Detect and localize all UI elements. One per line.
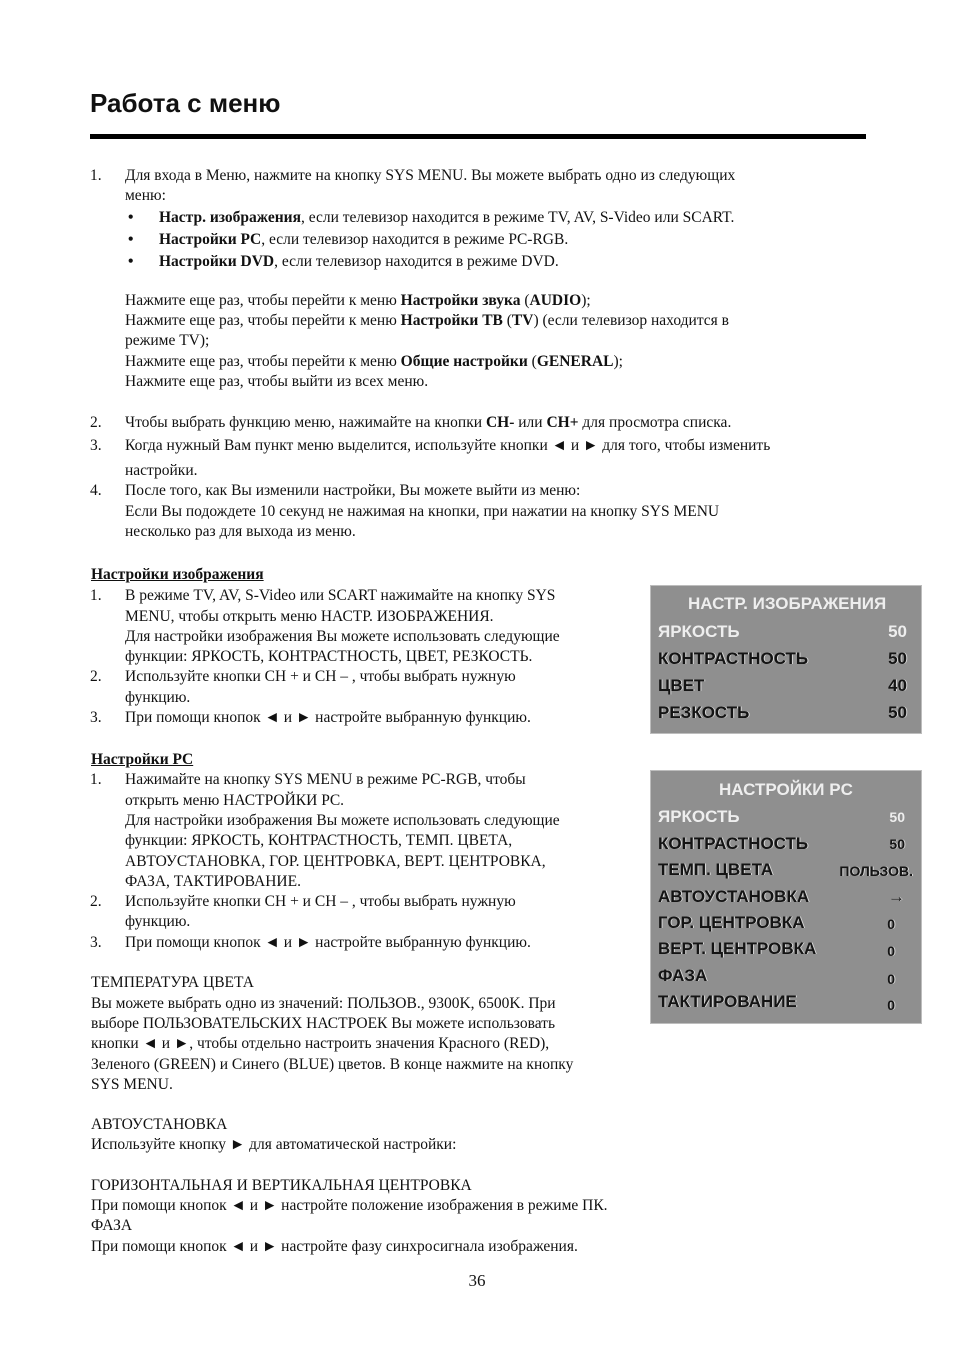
bullet-mark: • xyxy=(128,209,134,226)
color-temp-line5: SYS MENU. xyxy=(91,1076,173,1093)
intro-step4-line3: несколько раз для выхода из меню. xyxy=(125,523,356,540)
phase-heading: ФАЗА xyxy=(91,1217,133,1234)
bold-text: TV xyxy=(511,312,534,329)
bold-text: AUDIO xyxy=(529,292,582,309)
osd-picture-value: 50 xyxy=(888,649,907,668)
press-again-general xyxy=(125,352,623,372)
pc-step-number: 2. xyxy=(90,893,102,910)
osd-pc-value: 50 xyxy=(889,836,905,852)
osd-picture-label: КОНТРАСТНОСТЬ xyxy=(658,649,809,668)
centering-heading: ГОРИЗОНТАЛЬНАЯ И ВЕРТИКАЛЬНАЯ ЦЕНТРОВКА xyxy=(91,1177,472,1194)
bullet-mark: • xyxy=(128,231,134,248)
osd-pc-menu xyxy=(650,770,922,1024)
text: для просмотра списка. xyxy=(578,414,732,431)
osd-pc-value: 0 xyxy=(887,943,895,959)
auto-setup-heading: АВТОУСТАНОВКА xyxy=(91,1116,228,1133)
press-again-tv xyxy=(125,311,729,331)
bullet-text: , если телевизор находится в режиме PC-RGB. xyxy=(261,231,569,248)
color-temp-line4: Зеленого (GREEN) и Синего (BLUE) цветов. В конце нажмите на кнопку xyxy=(91,1056,574,1073)
picture-step1-line3: Для настройки изображения Вы можете использовать следующие xyxy=(125,628,560,645)
menu-bullet-picture xyxy=(159,208,734,228)
pc-step1-line2: открыть меню НАСТРОЙКИ PC. xyxy=(125,792,345,809)
osd-pc-label: ТЕМП. ЦВЕТА xyxy=(658,860,774,879)
text: ( xyxy=(520,292,530,309)
osd-pc-value: ПОЛЬЗОВ. xyxy=(839,863,913,879)
bold-text: CH+ xyxy=(546,414,579,431)
pc-step1-line3: Для настройки изображения Вы можете использовать следующие xyxy=(125,812,560,829)
picture-step2-line2: функцию. xyxy=(125,689,191,706)
text: ( xyxy=(527,353,537,370)
intro-step3-line1: Когда нужный Вам пункт меню выделится, используйте кнопки ◄ и ► для того, чтобы изменить xyxy=(125,437,771,454)
bold-text: CH- xyxy=(485,414,515,431)
osd-picture-label: ЯРКОСТЬ xyxy=(658,622,740,641)
intro-step3-line2: настройки. xyxy=(125,462,198,479)
osd-pc-label: ЯРКОСТЬ xyxy=(658,807,740,826)
intro-step-number: 3. xyxy=(90,437,102,454)
text: Чтобы выбрать функцию меню, нажимайте на кнопки xyxy=(125,414,486,431)
picture-step1-line1: В режиме TV, AV, S-Video или SCART нажимайте на кнопку SYS xyxy=(125,587,556,604)
pc-step1-line6: ФАЗА, ТАКТИРОВАНИЕ. xyxy=(125,873,301,890)
osd-picture-menu xyxy=(650,585,922,734)
intro-step1-line1: Для входа в Меню, нажмите на кнопку SYS MENU. Вы можете выбрать одно из следующих xyxy=(125,167,736,184)
intro-step-number: 4. xyxy=(90,482,102,499)
picture-step-number: 1. xyxy=(90,587,102,604)
osd-pc-label: ВЕРТ. ЦЕНТРОВКА xyxy=(658,939,817,958)
intro-step-number: 2. xyxy=(90,414,102,431)
menu-bullet-pc xyxy=(159,230,568,250)
osd-pc-title: НАСТРОЙКИ PC xyxy=(719,780,853,799)
bullet-bold: Настр. изображения xyxy=(159,209,301,226)
pc-settings-heading: Настройки PC xyxy=(91,751,194,768)
osd-picture-value: 40 xyxy=(888,676,907,695)
phase-line1: При помощи кнопок ◄ и ► настройте фазу синхросигнала изображения. xyxy=(91,1238,578,1255)
bullet-text: , если телевизор находится в режиме TV, AV, S-Video или SCART. xyxy=(300,209,735,226)
intro-step1-line2: меню: xyxy=(125,187,166,204)
osd-pc-value: 0 xyxy=(887,997,895,1013)
pc-step-number: 1. xyxy=(90,771,102,788)
pc-step2-line2: функцию. xyxy=(125,913,191,930)
bullet-mark: • xyxy=(128,253,134,270)
osd-pc-label: АВТОУСТАНОВКА xyxy=(658,887,810,906)
color-temp-line3: кнопки ◄ и ►, чтобы отдельно настроить значения Красного (RED), xyxy=(91,1035,550,1052)
auto-setup-line1: Используйте кнопку ► для автоматической настройки: xyxy=(91,1136,457,1153)
osd-pc-value: 0 xyxy=(887,916,895,932)
pc-step2-line1: Используйте кнопки CH + и CH – , чтобы выбрать нужную xyxy=(125,893,516,910)
pc-step-number: 3. xyxy=(90,934,102,951)
pc-step1-line4: функции: ЯРКОСТЬ, КОНТРАСТНОСТЬ, ТЕМП. ЦВЕТА, xyxy=(125,832,513,849)
intro-step2 xyxy=(125,413,731,433)
text: Нажмите еще раз, чтобы перейти к меню xyxy=(125,312,401,329)
press-again-exit: Нажмите еще раз, чтобы выйти из всех меню. xyxy=(125,373,429,390)
osd-picture-label: ЦВЕТ xyxy=(658,676,705,695)
bold-text: GENERAL xyxy=(536,353,614,370)
bullet-bold: Настройки DVD xyxy=(159,253,275,270)
intro-step-number: 1. xyxy=(90,167,102,184)
picture-step-number: 3. xyxy=(90,709,102,726)
picture-settings-heading: Настройки изображения xyxy=(91,566,264,583)
page-title: Работа с меню xyxy=(90,88,281,118)
pc-step1-line1: Нажимайте на кнопку SYS MENU в режиме PC-RGB, чтобы xyxy=(125,771,526,788)
press-again-audio xyxy=(125,291,591,311)
picture-step-number: 2. xyxy=(90,668,102,685)
osd-picture-label: РЕЗКОСТЬ xyxy=(658,703,750,722)
text: или xyxy=(514,414,547,431)
centering-line1: При помощи кнопок ◄ и ► настройте положение изображения в режиме ПК. xyxy=(91,1197,608,1214)
intro-step4-line1: После того, как Вы изменили настройки, Вы можете выйти из меню: xyxy=(125,482,581,499)
text: Нажмите еще раз, чтобы перейти к меню xyxy=(125,353,401,370)
color-temp-line2: выборе ПОЛЬЗОВАТЕЛЬСКИХ НАСТРОЕК Вы можете использовать xyxy=(91,1015,556,1032)
osd-picture-value: 50 xyxy=(888,622,907,641)
osd-pc-label: ФАЗА xyxy=(658,966,708,985)
text: ) (если телевизор находится в xyxy=(533,312,729,329)
osd-pc-label: ТАКТИРОВАНИЕ xyxy=(658,992,797,1011)
page-number: 36 xyxy=(468,1271,486,1290)
bold-text: Настройки звука xyxy=(400,292,521,309)
osd-pc-value: 0 xyxy=(887,971,895,987)
menu-bullet-dvd xyxy=(159,252,559,272)
color-temp-line1: Вы можете выбрать одно из значений: ПОЛЬЗОВ., 9300K, 6500K. При xyxy=(91,995,556,1012)
osd-pc-value: 50 xyxy=(889,809,905,825)
osd-pc-label: КОНТРАСТНОСТЬ xyxy=(658,834,809,853)
text: ( xyxy=(502,312,512,329)
title-rule xyxy=(90,134,866,139)
osd-picture-value: 50 xyxy=(888,703,907,722)
osd-pc-label: ГОР. ЦЕНТРОВКА xyxy=(658,913,805,932)
bullet-bold: Настройки PC xyxy=(159,231,262,248)
intro-step4-line2: Если Вы подождете 10 секунд не нажимая на кнопки, при нажатии на кнопку SYS MENU xyxy=(125,503,720,520)
color-temp-heading: ТЕМПЕРАТУРА ЦВЕТА xyxy=(91,974,254,991)
press-again-tv-line2: режиме TV); xyxy=(125,332,210,349)
osd-picture-title: НАСТР. ИЗОБРАЖЕНИЯ xyxy=(688,594,887,613)
picture-step2-line1: Используйте кнопки CH + и CH – , чтобы выбрать нужную xyxy=(125,668,516,685)
bold-text: Настройки ТВ xyxy=(400,312,503,329)
picture-step3-line1: При помощи кнопок ◄ и ► настройте выбранную функцию. xyxy=(125,709,531,726)
text: Нажмите еще раз, чтобы перейти к меню xyxy=(125,292,401,309)
picture-step1-line4: функции: ЯРКОСТЬ, КОНТРАСТНОСТЬ, ЦВЕТ, РЕЗКОСТЬ. xyxy=(125,648,533,665)
pc-step3-line1: При помощи кнопок ◄ и ► настройте выбранную функцию. xyxy=(125,934,531,951)
bold-text: Общие настройки xyxy=(400,353,528,370)
pc-step1-line5: АВТОУСТАНОВКА, ГОР. ЦЕНТРОВКА, ВЕРТ. ЦЕНТРОВКА, xyxy=(125,853,546,870)
bullet-text: , если телевизор находится в режиме DVD. xyxy=(274,253,559,270)
osd-pc-arrow-icon: → xyxy=(888,887,905,906)
text: ); xyxy=(581,292,591,309)
picture-step1-line2: MENU, чтобы открыть меню НАСТР. ИЗОБРАЖЕНИЯ. xyxy=(125,608,494,625)
text: ); xyxy=(613,353,623,370)
